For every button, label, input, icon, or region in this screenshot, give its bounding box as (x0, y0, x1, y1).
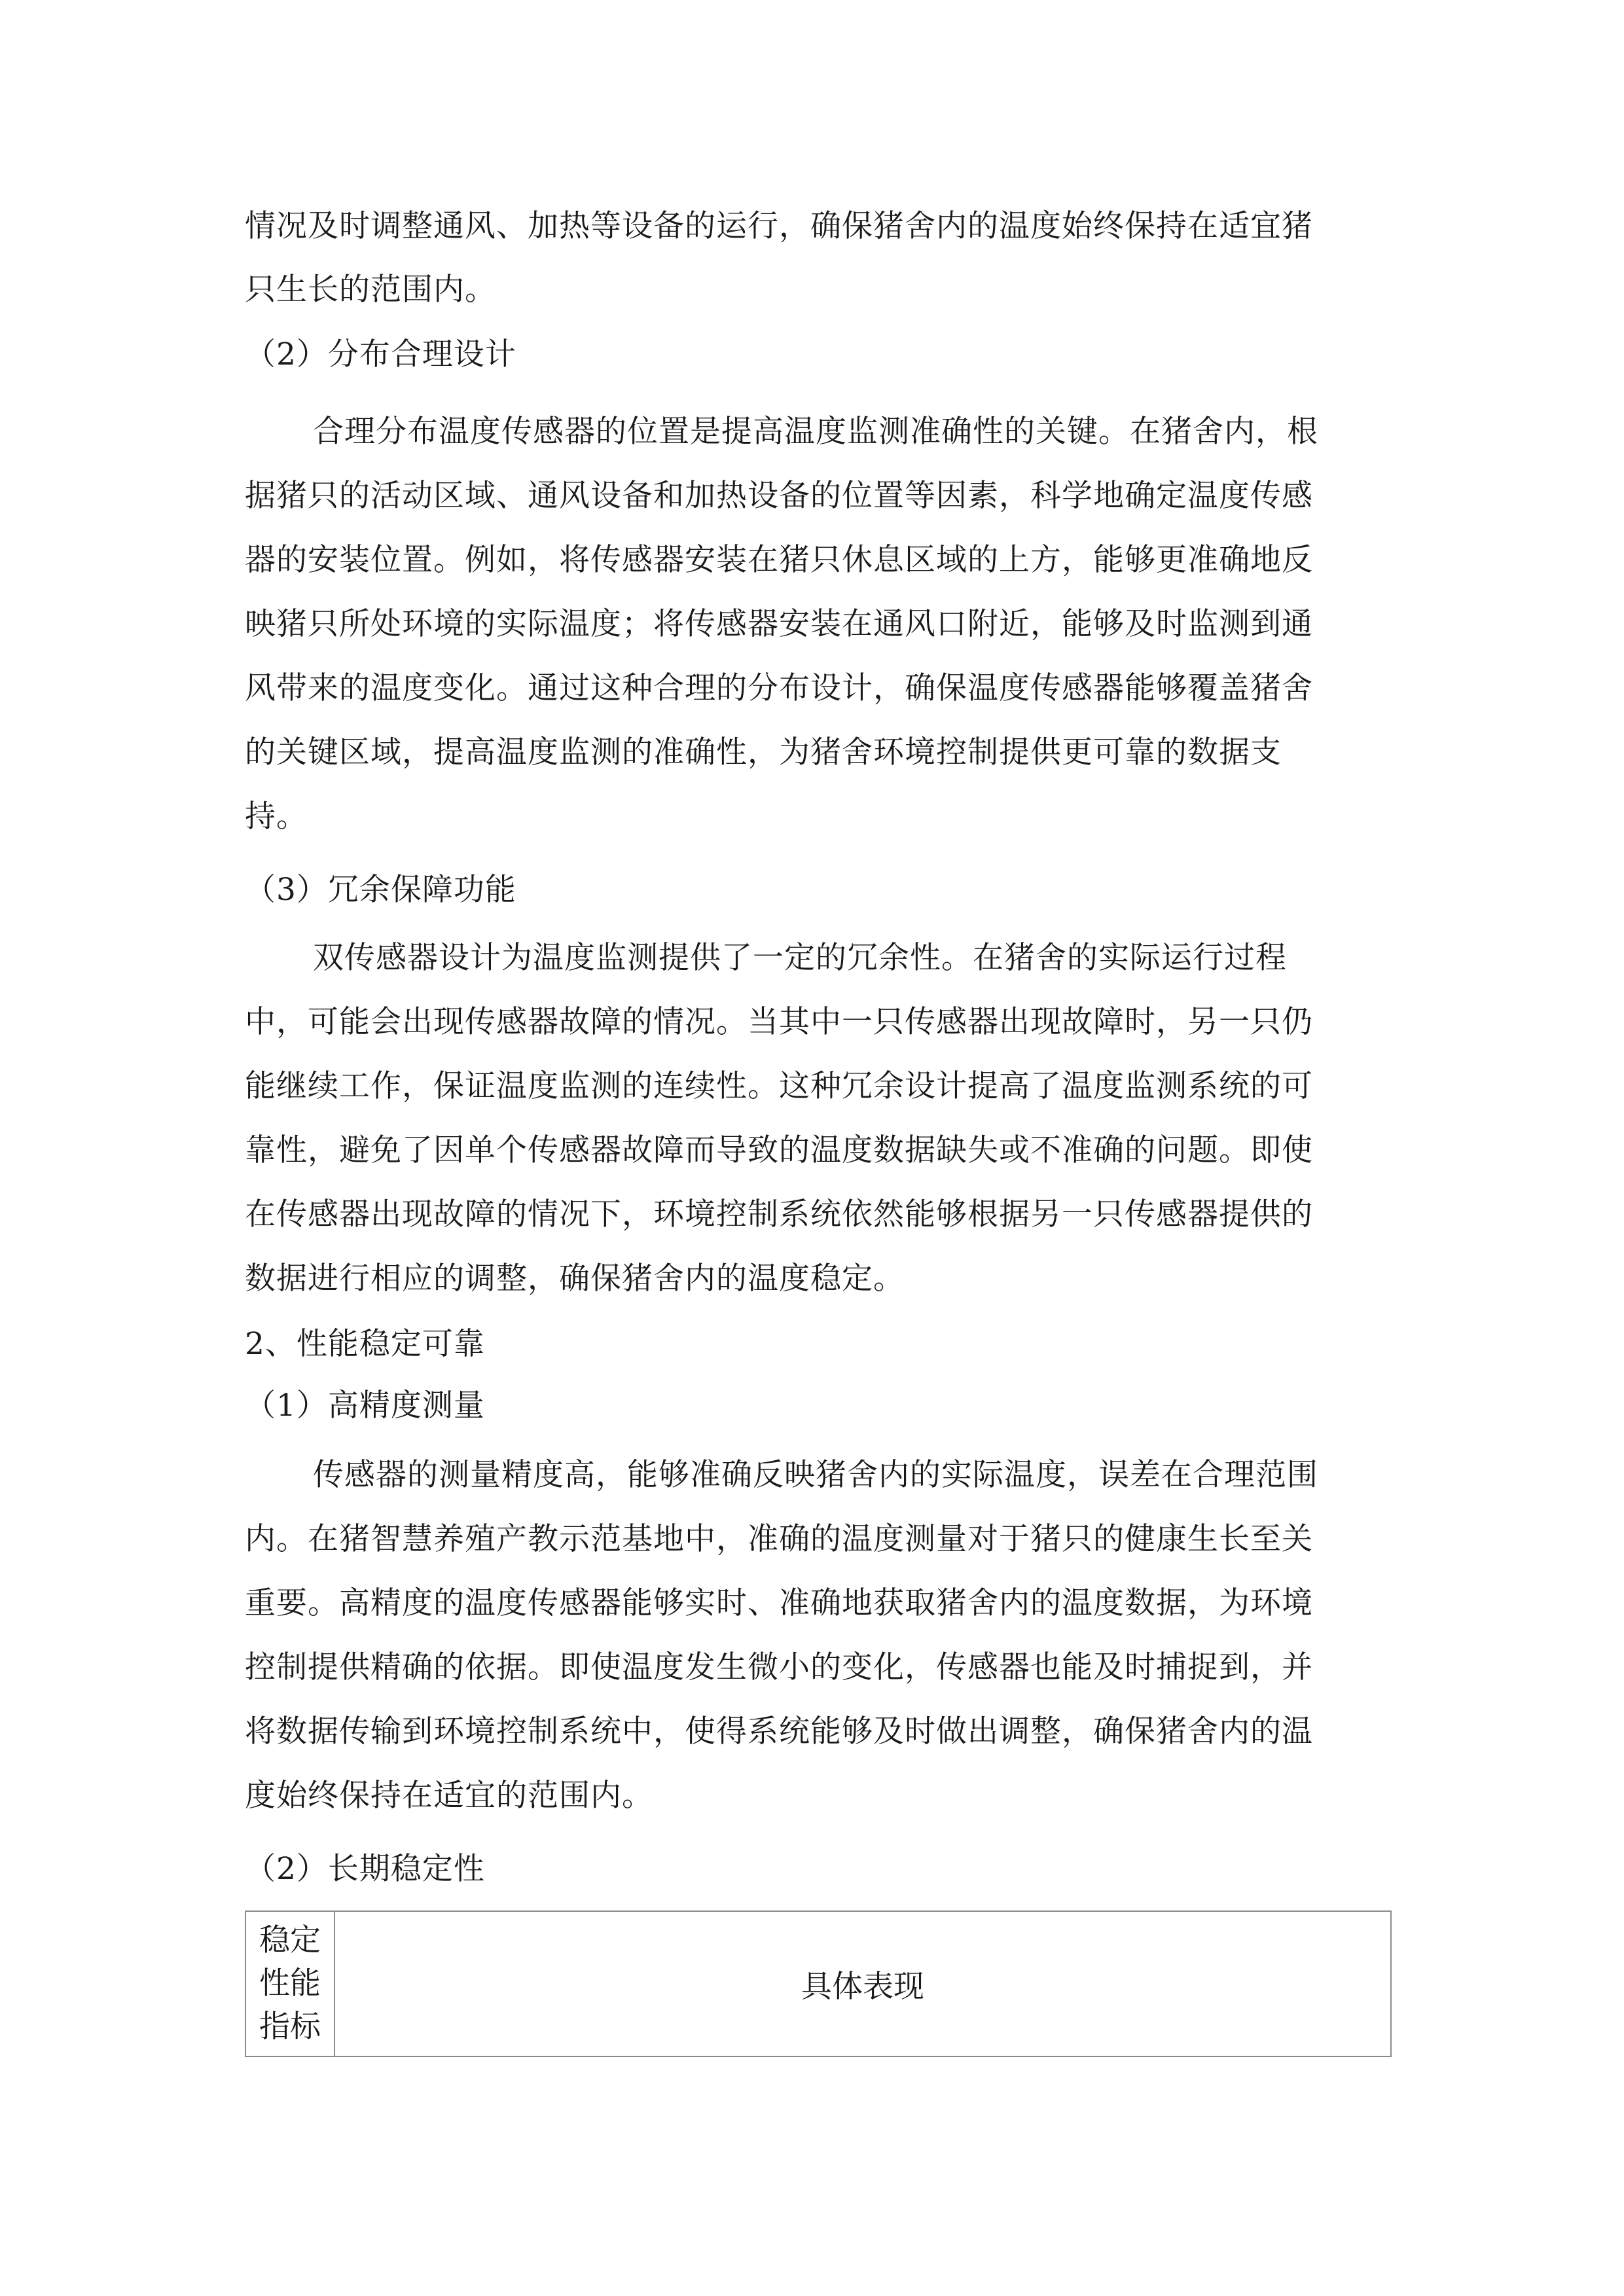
subsection-heading: （2）长期稳定性 (245, 1851, 485, 1887)
paragraph-line: 能继续工作，保证温度监测的连续性。这种冗余设计提高了温度监测系统的可 (245, 1068, 1313, 1104)
paragraph-line: 情况及时调整通风、加热等设备的运行，确保猪舍内的温度始终保持在适宜猪 (245, 208, 1313, 244)
subsection-heading: （1）高精度测量 (245, 1388, 485, 1424)
paragraph-line: 数据进行相应的调整，确保猪舍内的温度稳定。 (245, 1261, 905, 1297)
header-indicator-line: 指标 (259, 2009, 321, 2045)
paragraph-line: 靠性，避免了因单个传感器故障而导致的温度数据缺失或不准确的问题。即使 (245, 1132, 1313, 1168)
paragraph-line: 重要。高精度的温度传感器能够实时、准确地获取猪舍内的温度数据，为环境 (245, 1585, 1313, 1621)
paragraph-line: 持。 (245, 798, 308, 834)
paragraph-line: 将数据传输到环境控制系统中，使得系统能够及时做出调整，确保猪舍内的温 (245, 1713, 1313, 1749)
paragraph-line: 只生长的范围内。 (245, 272, 496, 308)
stability-table (245, 1910, 1392, 2057)
paragraph-line: 在传感器出现故障的情况下，环境控制系统依然能够根据另一只传感器提供的 (245, 1196, 1313, 1232)
table-header-row (245, 1911, 1391, 2056)
paragraph-line: 中，可能会出现传感器故障的情况。当其中一只传感器出现故障时，另一只仍 (245, 1004, 1313, 1040)
section-heading: 2、性能稳定可靠 (245, 1326, 485, 1362)
header-indicator-line: 性能 (259, 1965, 321, 2001)
subsection-heading: （2）分布合理设计 (245, 336, 516, 372)
paragraph-line: 合理分布温度传感器的位置是提高温度监测准确性的关键。在猪舍内，根 (313, 414, 1318, 450)
paragraph-line: 映猪只所处环境的实际温度；将传感器安装在通风口附近，能够及时监测到通 (245, 606, 1313, 642)
header-indicator-line: 稳定 (259, 1922, 321, 1958)
paragraph-line: 传感器的测量精度高，能够准确反映猪舍内的实际温度，误差在合理范围 (313, 1457, 1318, 1493)
subsection-heading: （3）冗余保障功能 (245, 872, 516, 908)
paragraph-line: 风带来的温度变化。通过这种合理的分布设计，确保温度传感器能够覆盖猪舍 (245, 670, 1313, 706)
paragraph-line: 内。在猪智慧养殖产教示范基地中，准确的温度测量对于猪只的健康生长至关 (245, 1521, 1313, 1557)
paragraph-line: 度始终保持在适宜的范围内。 (245, 1778, 653, 1814)
paragraph-line: 器的安装位置。例如，将传感器安装在猪只休息区域的上方，能够更准确地反 (245, 542, 1313, 578)
paragraph-line: 据猪只的活动区域、通风设备和加热设备的位置等因素，科学地确定温度传感 (245, 478, 1313, 514)
table-header-indicator (245, 1911, 334, 2056)
paragraph-line: 的关键区域，提高温度监测的准确性，为猪舍环境控制提供更可靠的数据支 (245, 734, 1282, 770)
table-header-detail: 具体表现 (334, 1911, 1391, 2056)
paragraph-line: 控制提供精确的依据。即使温度发生微小的变化，传感器也能及时捕捉到，并 (245, 1649, 1313, 1685)
paragraph-line: 双传感器设计为温度监测提供了一定的冗余性。在猪舍的实际运行过程 (313, 940, 1287, 976)
